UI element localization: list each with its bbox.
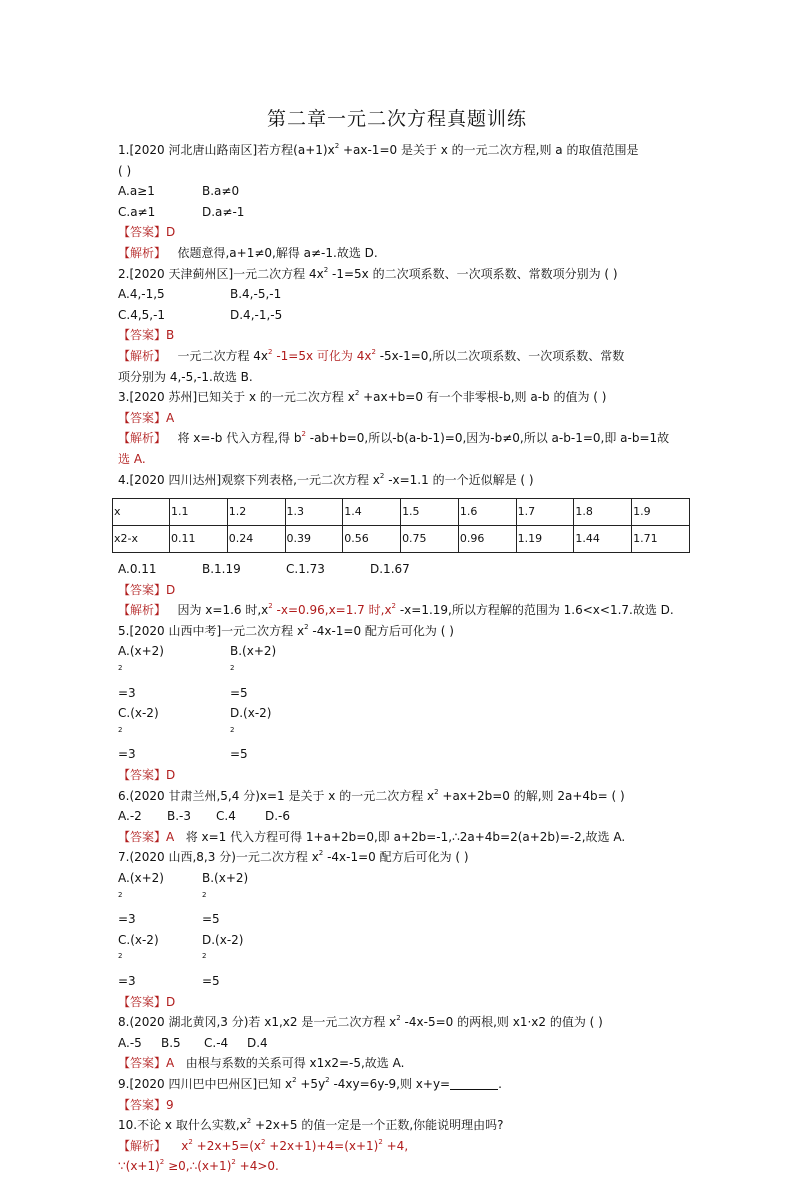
q8-option-b: B.5: [161, 1035, 181, 1050]
q1-options-row2: [118, 202, 678, 223]
q1-answer: 【答案】D: [118, 225, 176, 240]
q2-options-row1: [118, 284, 678, 305]
q4-option-a: A.0.11: [118, 562, 157, 577]
q6-option-d: D.-6: [265, 809, 291, 824]
q3-analysis-cont: 选 A.: [118, 451, 146, 466]
q3-analysis: 【解析】 将 x=-b 代入方程,得 $b^2$ -ab+b=0,所以-b(a-b-1)=0,因为-b≠0,所以 a-b-1=0,即 a-b=1故: [118, 430, 670, 446]
q6-answer: 【答案】A 将 x=1 代入方程可得 1+a+2b=0,即 a+2b=-1,∴2a+4b=2(a+2b)=-2,故选 A.: [118, 829, 626, 844]
table-cell: 0.24: [227, 526, 285, 553]
q4-stem: 4.[2020 四川达州]观察下列表格,一元二次方程 $x^2$ -x=1.1 的一个近似解是 ( ): [118, 471, 534, 487]
q8-option-c: C.-4: [204, 1035, 229, 1050]
q8-stem: 8.(2020 湖北黄冈,3 分)若 x1,x2 是一元二次方程 $x^2$ -4x-5=0 的两根,则 x1·x2 的值为 ( ): [118, 1014, 603, 1030]
table-cell: x2-x: [113, 526, 170, 553]
q2-option-b: B.4,-5,-1: [230, 287, 282, 302]
q10-stem: 10.不论 x 取什么实数$,x^2 +2x+5$ 的值一定是一个正数,你能说明理由吗?: [118, 1117, 504, 1133]
answer-blank: [450, 1077, 498, 1090]
table-cell: 0.75: [401, 526, 459, 553]
q10-analysis-cont: $\because(x+1)^2$ $\ge 0,\therefore(x+1)^2 +4>0$.: [118, 1158, 279, 1174]
q5-answer: 【答案】D: [118, 768, 176, 783]
q4-answer: 【答案】D: [118, 582, 176, 597]
q1-option-a: A.a≥1: [118, 184, 155, 199]
q5-options-row2: [118, 703, 678, 765]
question-list: [114, 140, 678, 1177]
table-cell: 1.8: [574, 499, 632, 526]
q4-option-b: B.1.19: [202, 562, 241, 577]
q6-option-a: A.-2: [118, 809, 142, 824]
table-cell: 1.5: [401, 499, 459, 526]
q2-option-a: A.4,-1,5: [118, 287, 165, 302]
table-cell: 0.11: [170, 526, 228, 553]
q7-stem: 7.(2020 山西,8,3 分)一元二次方程 $x^2$ -4x-1=0 配方后可化为 ( ): [118, 849, 469, 865]
table-row: [113, 499, 690, 526]
q5-options-row1: [118, 641, 678, 703]
q6-stem: 6.(2020 甘肃兰州,5,4 分)x=1 是关于 x 的一元二次方程 $x^2 +ax+2b=0$ 的解,则 2a+4b= ( ): [118, 787, 625, 803]
q5-option-b: $B.(x+2)^2=5$: [230, 644, 277, 700]
q8-options: [118, 1033, 678, 1054]
q9-stem: 9.[2020 四川巴中巴州区]已知 $x^2 +5y^2$ -4xy=6y-9,则 x+y= .: [118, 1075, 502, 1091]
table-cell: 1.3: [285, 499, 343, 526]
q6-option-c: C.4: [216, 809, 236, 824]
table-row: [113, 526, 690, 553]
q3-answer: 【答案】A: [118, 410, 175, 425]
q1-option-c: C.a≠1: [118, 204, 156, 219]
q10-analysis: 【解析】 $x^2 +2x+5=(x^2 +2x+1)+4=(x+1)^2 +4$,: [118, 1137, 409, 1153]
table-cell: 0.56: [343, 526, 401, 553]
q1-option-d: D.a≠-1: [202, 204, 245, 219]
q4-options: [118, 559, 678, 580]
q4-option-c: C.1.73: [286, 562, 325, 577]
q3-stem: 3.[2020 苏州]已知关于 x 的一元二次方程 $x^2 +ax+b=0$ 有一个非零根-b,则 a-b 的值为 ( ): [118, 389, 607, 405]
q1-stem: 1.[2020 河北唐山路南区]若方程$(a+1)x^2 +ax-1=0$ 是关于 x 的一元二次方程,则 a 的取值范围是: [118, 142, 639, 157]
q7-options-row2: [118, 930, 678, 992]
table-cell: 1.9: [632, 499, 690, 526]
page-title: 第二章一元二次方程真题训练: [266, 108, 527, 130]
q2-analysis: 【解析】 一元二次方程 $4x^2$ -1=5x 可化为 $4x^2$ -5x-1=0,所以二次项系数、一次项系数、常数: [118, 347, 625, 363]
q9-answer: 【答案】9: [118, 1097, 174, 1112]
q1-paren: ( ): [118, 163, 132, 178]
q8-option-a: A.-5: [118, 1035, 142, 1050]
q5-stem: 5.[2020 山西中考]一元二次方程 $x^2$ -4x-1=0 配方后可化为 ( ): [118, 622, 454, 638]
table-cell: 0.39: [285, 526, 343, 553]
table-cell: 1.4: [343, 499, 401, 526]
q8-option-d: D.4: [247, 1035, 268, 1050]
table-cell: 1.71: [632, 526, 690, 553]
q7-option-d: $D.(x-2)^2=5$: [202, 932, 244, 988]
table-cell: 1.6: [458, 499, 516, 526]
q5-option-d: $D.(x-2)^2=5$: [230, 706, 272, 762]
q4-analysis: 【解析】 因为 x=1.6 时$,x^2$ -x=0.96,x=1.7 时$,x^2$ -x=1.19,所以方程解的范围为 1.6<x<1.7.故选 D.: [118, 602, 674, 618]
q2-answer: 【答案】B: [118, 328, 175, 343]
q4-option-d: D.1.67: [370, 562, 410, 577]
table-cell: 1.2: [227, 499, 285, 526]
q1-analysis: 【解析】 依题意得,a+1≠0,解得 a≠-1.故选 D.: [118, 245, 378, 260]
q7-option-b: $B.(x+2)^2=5$: [202, 871, 249, 927]
q2-options-row2: [118, 305, 678, 326]
q8-answer: 【答案】A 由根与系数的关系可得 x1x2=-5,故选 A.: [118, 1056, 405, 1071]
q2-option-c: C.4,5,-1: [118, 307, 166, 322]
q1-option-b: B.a≠0: [202, 184, 240, 199]
q5-option-c: $C.(x-2)^2=3$: [118, 706, 159, 762]
q7-option-a: $A.(x+2)^2=3$: [118, 871, 164, 927]
q2-analysis-cont: 项分别为 4,-5,-1.故选 B.: [118, 369, 253, 384]
table-cell: 1.1: [170, 499, 228, 526]
table-cell: 1.7: [516, 499, 574, 526]
table-cell: 0.96: [458, 526, 516, 553]
q7-answer: 【答案】D: [118, 994, 176, 1009]
q4-value-table: [112, 498, 690, 553]
q2-option-d: D.4,-1,-5: [230, 307, 283, 322]
q6-option-b: B.-3: [167, 809, 192, 824]
table-cell: 1.19: [516, 526, 574, 553]
q5-option-a: $A.(x+2)^2=3$: [118, 644, 164, 700]
q2-stem: 2.[2020 天津蓟州区]一元二次方程 $4x^2$ -1=5x 的二次项系数、一次项系数、常数项分别为 ( ): [118, 265, 618, 281]
table-cell: x: [113, 499, 170, 526]
q1-options-row1: [118, 181, 678, 202]
table-cell: 1.44: [574, 526, 632, 553]
q7-option-c: $C.(x-2)^2=3$: [118, 932, 159, 988]
q7-options-row1: [118, 868, 678, 930]
q6-options: [118, 806, 678, 827]
